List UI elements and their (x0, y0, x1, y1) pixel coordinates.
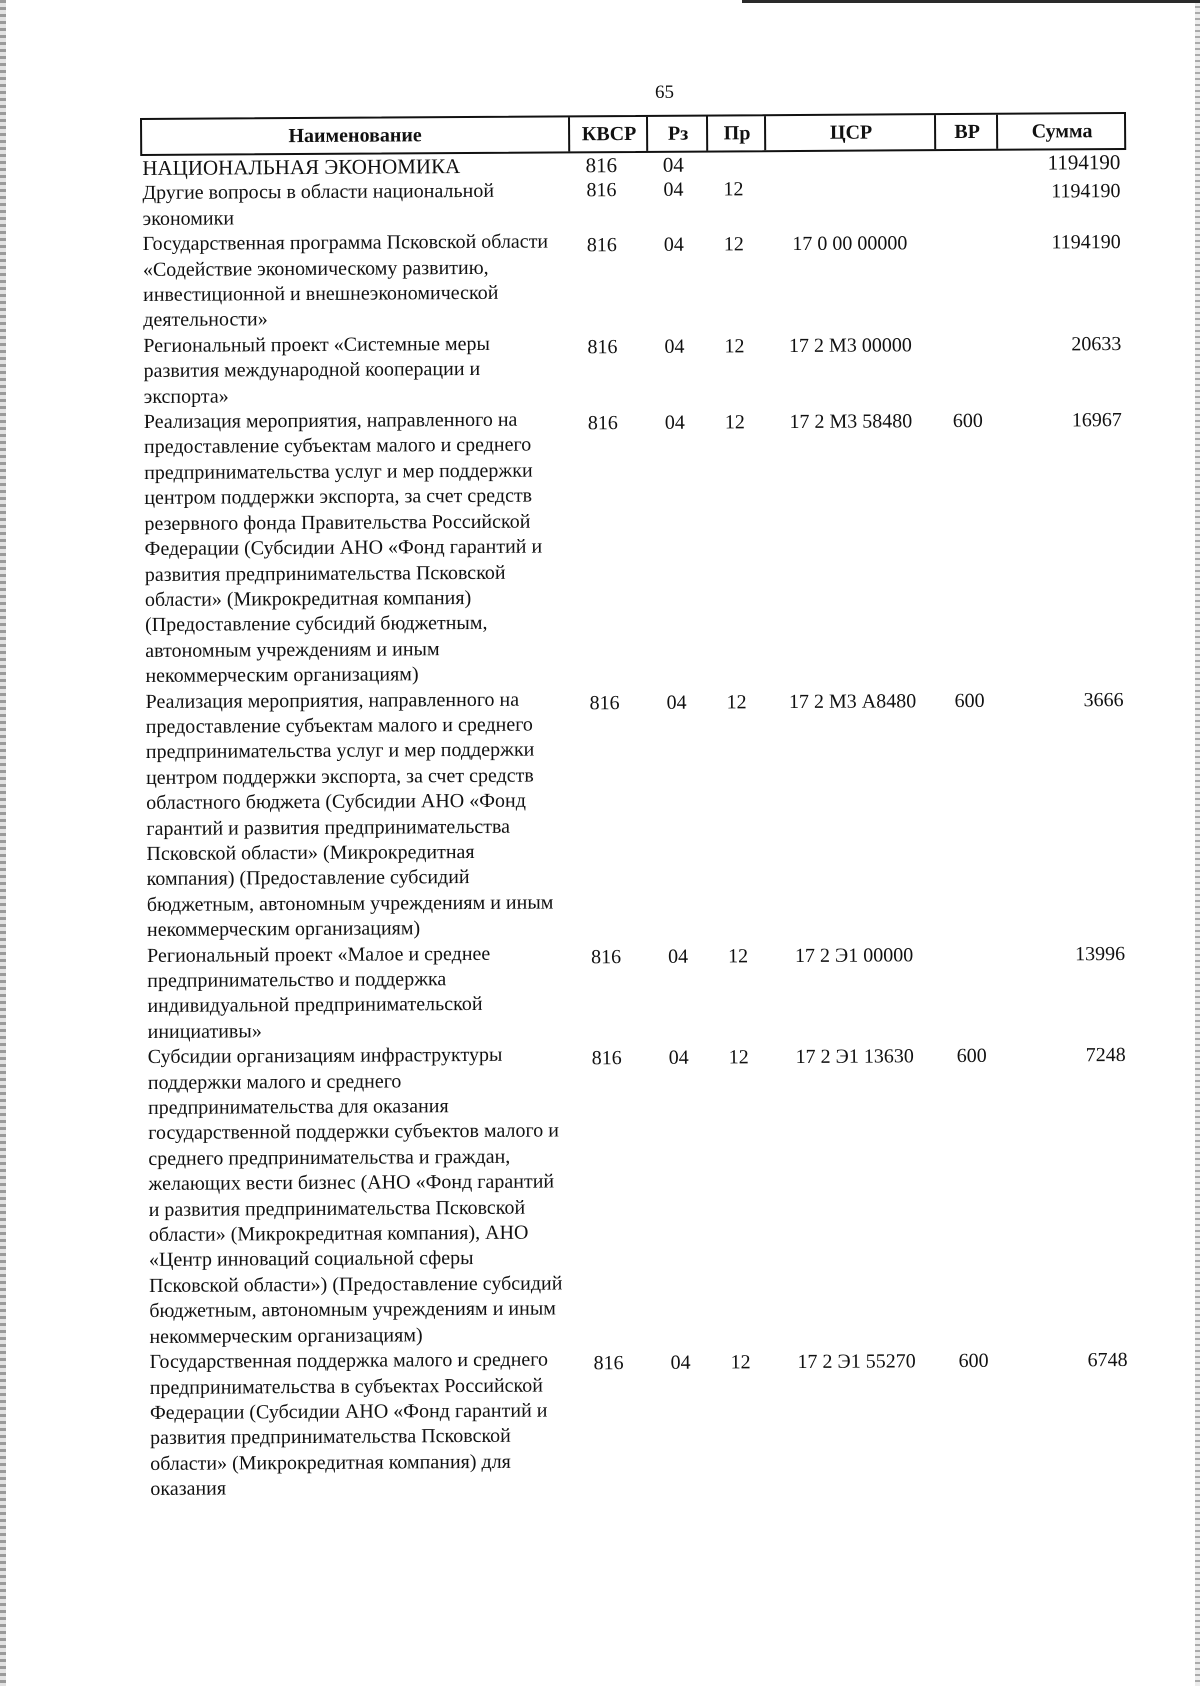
row-csr: 17 2 Э1 13630 (795, 1045, 914, 1069)
row-csr: 17 2 М3 58480 (789, 410, 913, 434)
row-name: Региональный проект «Системные меры развития международной кооперации и экспорта» (143, 332, 490, 408)
header-sum: Сумма (996, 114, 1126, 149)
row-pr: 12 (723, 233, 744, 256)
table-row (141, 328, 1127, 410)
row-kvsr: 816 (591, 945, 622, 968)
row-rz: 04 (663, 233, 684, 257)
row-csr: 17 2 Э1 55270 (797, 1350, 916, 1374)
row-sum: 20633 (1071, 332, 1122, 356)
row-name: Государственная программа Псковской области «Содействие экономическому развитию, инвестиционной и внешнеэкономической деятельности» (142, 230, 549, 332)
scan-left-edge (0, 0, 6, 1686)
row-sum: 1194190 (1047, 150, 1121, 175)
row-kvsr: 816 (586, 179, 617, 202)
row-pr: 12 (726, 690, 747, 713)
row-kvsr: 816 (587, 412, 618, 435)
row-pr: 12 (728, 1046, 749, 1069)
row-rz: 04 (663, 179, 684, 202)
row-rz: 04 (664, 411, 685, 434)
row-name: Государственная поддержка малого и среднего предпринимательства в субъектах Российской Федерации (Субсидии АНО «Фонд гарантий и развития предпринимательства Псковской области» (Микрокредитная компания) для оказания (149, 1348, 549, 1501)
row-kvsr: 816 (585, 153, 618, 178)
header-pr: Пр (706, 116, 766, 150)
table-row (142, 404, 1130, 689)
header-vr: ВР (934, 115, 998, 149)
table-row (143, 683, 1131, 943)
row-sum: 1194190 (1051, 231, 1121, 254)
budget-table (140, 112, 1134, 1503)
header-kvsr: КВСР (568, 117, 648, 151)
table-row (141, 226, 1128, 334)
table-row (146, 1039, 1134, 1350)
row-pr: 12 (724, 411, 745, 434)
row-rz: 04 (666, 691, 687, 714)
row-rz: 04 (662, 152, 684, 177)
row-vr (937, 227, 997, 231)
table-row (140, 175, 1126, 232)
row-csr: 17 2 М3 00000 (788, 334, 912, 357)
row-vr (941, 938, 1001, 942)
row-name: Другие вопросы в области национальной экономики (142, 180, 495, 230)
row-kvsr: 816 (587, 335, 618, 359)
row-pr: 12 (728, 944, 749, 968)
row-vr: 600 (956, 1045, 987, 1068)
header-rz: Рз (646, 117, 708, 151)
row-rz: 04 (668, 1046, 689, 1070)
row-sum: 3666 (1083, 688, 1124, 711)
row-name: Реализация мероприятия, направленного на предоставление субъектам малого и среднего предпринимательства услуг и мер поддержки центром поддержки экспорта, за счет средств резервного фонда Правительства Российской Федерации (Субсидии АНО «Фонд гарантий и развития предпринимательства Псковской области» (Микрокредитная компания) (Предоставление субсидий бюджетным, автономным учреждениям и иным некоммерческим организациям) (143, 408, 543, 688)
row-vr (937, 329, 997, 333)
row-sum: 13996 (1075, 942, 1126, 965)
row-sum: 16967 (1071, 409, 1122, 432)
header-csr: ЦСР (764, 115, 936, 150)
table-row (148, 1344, 1135, 1502)
table-row (145, 938, 1132, 1046)
row-csr: 17 2 Э1 00000 (794, 943, 914, 967)
row-sum: 6748 (1087, 1349, 1128, 1372)
row-name: Реализация мероприятия, направленного на предоставление субъектам малого и среднего предпринимательства услуг и мер поддержки центром поддержки экспорта, за счет средств областного бюджета (Субсидии АНО «Фонд гарантий и развития предпринимательства Псковской области» (Микрокредитная компания) (Предоставление субсидий бюджетным, автономным учреждениям и иным некоммерческим организациям) (145, 688, 554, 942)
row-name: Субсидии организациям инфраструктуры поддержки малого и среднего предпринимательства для оказания государственной поддержки субъектов малого и среднего предпринимательства и граждан, желающих вести бизнес (АНО «Фонд гарантий и развития предпринимательства Псковской области» (Микрокредитная компания), АНО «Центр инноваций социальной сферы Псковской области») (Предоставление субсидий бюджетным, автономным учреждениям и иным некоммерческим организациям) (147, 1044, 563, 1348)
row-rz: 04 (670, 1351, 691, 1374)
row-kvsr: 816 (586, 234, 617, 257)
row-kvsr: 816 (593, 1352, 624, 1375)
row-kvsr: 816 (591, 1047, 622, 1070)
row-vr: 600 (952, 409, 983, 433)
row-pr: 12 (723, 178, 744, 201)
row-sum: 7248 (1085, 1044, 1126, 1067)
row-pr: 12 (730, 1351, 751, 1374)
table-header (140, 112, 1126, 156)
row-sum: 1194190 (1051, 180, 1121, 203)
row-csr: 17 2 М3 А8480 (788, 689, 917, 713)
header-name: Наименование (288, 123, 422, 147)
scan-top-line (742, 0, 1200, 3)
row-kvsr: 816 (589, 691, 620, 714)
scan-right-edge (1195, 0, 1200, 1686)
row-vr: 600 (954, 689, 985, 712)
row-name: Региональный проект «Малое и среднее предпринимательство и поддержка индивидуальной предпринимательской инициативы» (147, 942, 491, 1043)
row-pr: 12 (724, 335, 745, 358)
row-name: НАЦИОНАЛЬНАЯ ЭКОНОМИКА (142, 154, 461, 180)
row-vr: 600 (958, 1349, 989, 1373)
page-number: 65 (655, 82, 674, 103)
row-rz: 04 (664, 335, 685, 358)
row-csr: 17 0 00 00000 (792, 232, 908, 256)
row-csr (762, 177, 936, 178)
row-rz: 04 (668, 945, 689, 968)
